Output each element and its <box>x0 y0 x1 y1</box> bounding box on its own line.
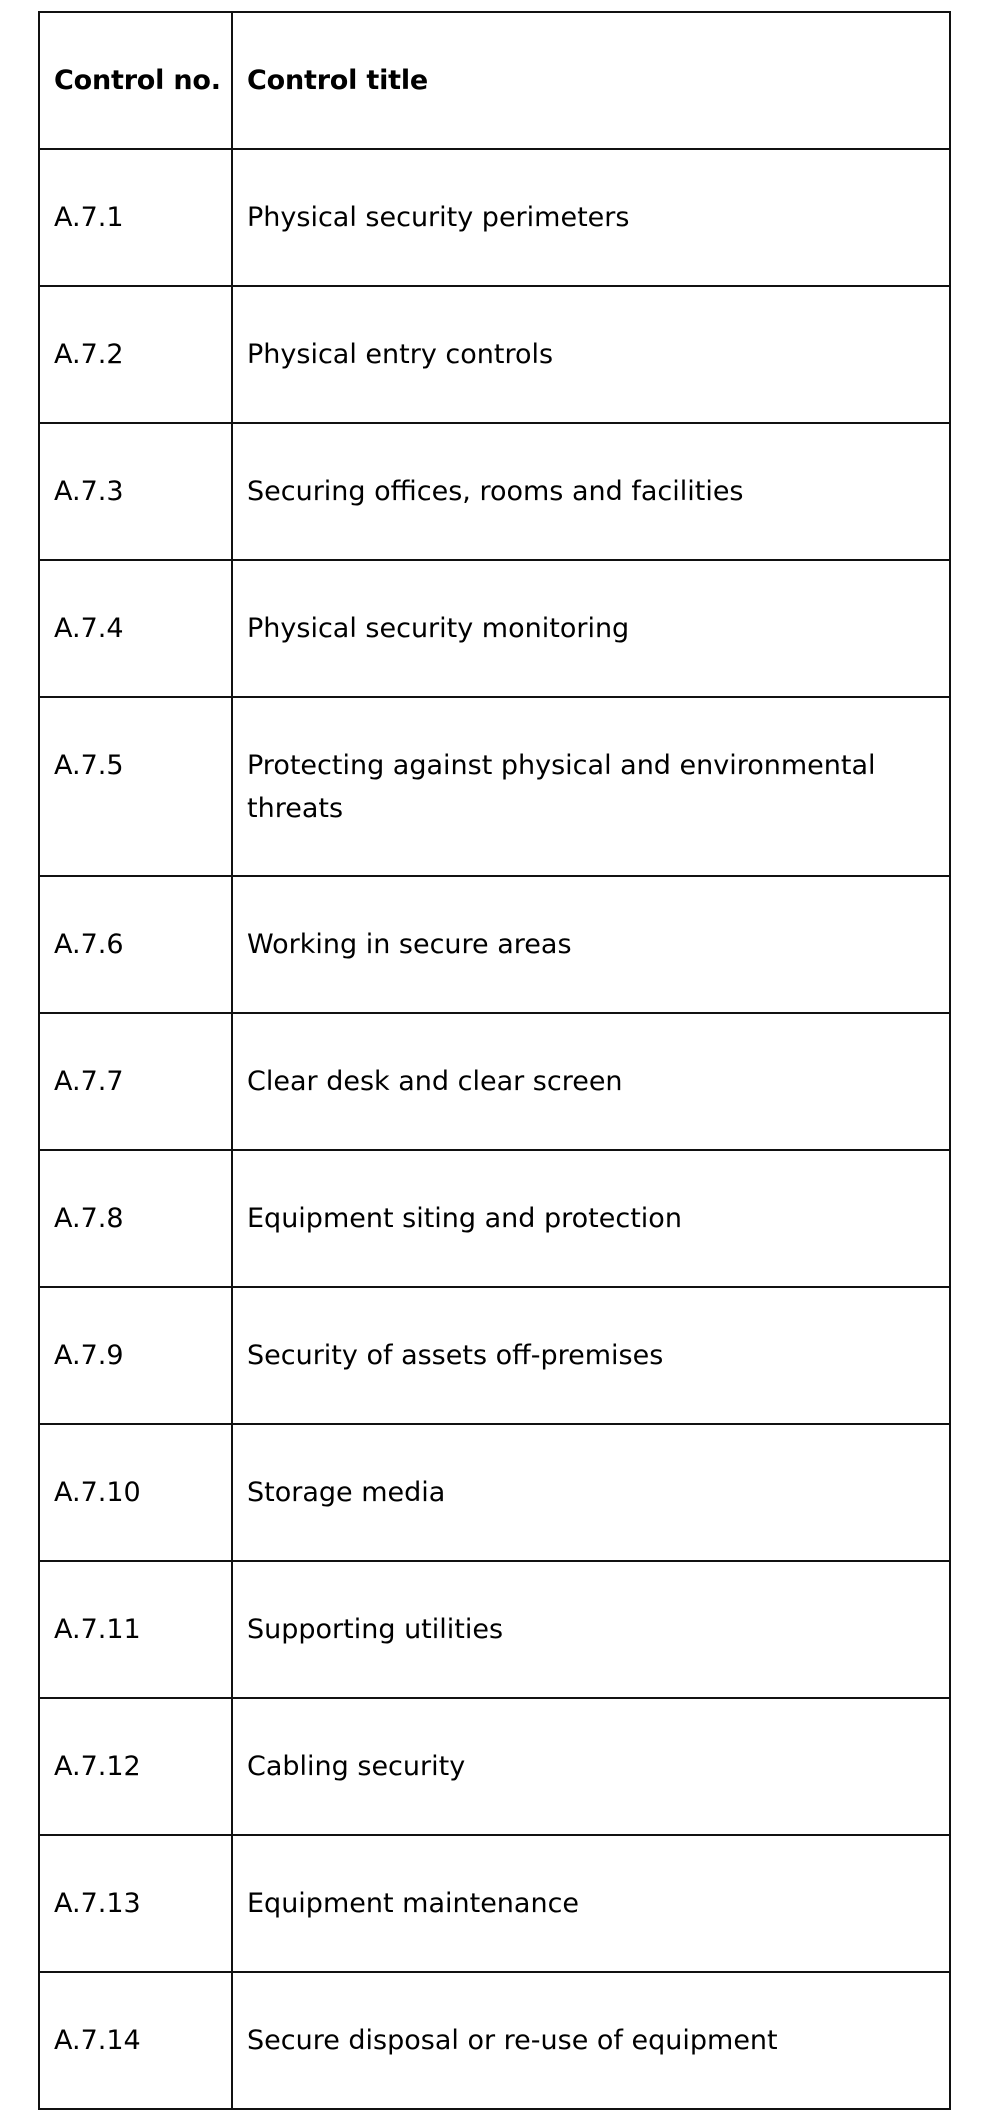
table-row <box>39 1287 950 1424</box>
table-row <box>39 560 950 697</box>
control-title-cell: Physical security monitoring <box>232 560 950 697</box>
table-row <box>39 1150 950 1287</box>
control-title-cell: Cabling security <box>232 1698 950 1835</box>
table-header <box>39 12 950 149</box>
controls-table-container <box>38 11 949 2110</box>
control-no-cell: A.7.11 <box>39 1561 232 1698</box>
control-no-cell: A.7.12 <box>39 1698 232 1835</box>
control-no-cell: A.7.13 <box>39 1835 232 1972</box>
table-row <box>39 1972 950 2109</box>
control-no-cell: A.7.6 <box>39 876 232 1013</box>
control-title-cell: Protecting against physical and environmental threats <box>232 697 950 876</box>
table-body <box>39 149 950 2109</box>
control-no-cell: A.7.5 <box>39 697 232 876</box>
table-row <box>39 423 950 560</box>
table-row <box>39 1561 950 1698</box>
control-no-cell: A.7.7 <box>39 1013 232 1150</box>
control-no-cell: A.7.3 <box>39 423 232 560</box>
control-no-cell: A.7.14 <box>39 1972 232 2109</box>
control-title-cell: Physical security perimeters <box>232 149 950 286</box>
table-row <box>39 1835 950 1972</box>
table-row <box>39 149 950 286</box>
control-title-cell: Equipment siting and protection <box>232 1150 950 1287</box>
table-row <box>39 876 950 1013</box>
controls-table <box>38 11 951 2110</box>
table-row <box>39 697 950 876</box>
table-row <box>39 286 950 423</box>
control-no-cell: A.7.10 <box>39 1424 232 1561</box>
table-row <box>39 1698 950 1835</box>
table-row <box>39 1424 950 1561</box>
control-no-cell: A.7.9 <box>39 1287 232 1424</box>
control-title-cell: Security of assets off-premises <box>232 1287 950 1424</box>
control-title-cell: Working in secure areas <box>232 876 950 1013</box>
control-no-cell: A.7.2 <box>39 286 232 423</box>
header-row <box>39 12 950 149</box>
control-no-cell: A.7.4 <box>39 560 232 697</box>
control-title-cell: Clear desk and clear screen <box>232 1013 950 1150</box>
control-title-cell: Equipment maintenance <box>232 1835 950 1972</box>
table-row <box>39 1013 950 1150</box>
control-title-cell: Securing offices, rooms and facilities <box>232 423 950 560</box>
control-no-cell: A.7.8 <box>39 1150 232 1287</box>
control-title-cell: Storage media <box>232 1424 950 1561</box>
control-title-cell: Supporting utilities <box>232 1561 950 1698</box>
control-no-cell: A.7.1 <box>39 149 232 286</box>
header-control-title: Control title <box>232 12 950 149</box>
control-title-cell: Secure disposal or re-use of equipment <box>232 1972 950 2109</box>
header-control-no: Control no. <box>39 12 232 149</box>
control-title-cell: Physical entry controls <box>232 286 950 423</box>
